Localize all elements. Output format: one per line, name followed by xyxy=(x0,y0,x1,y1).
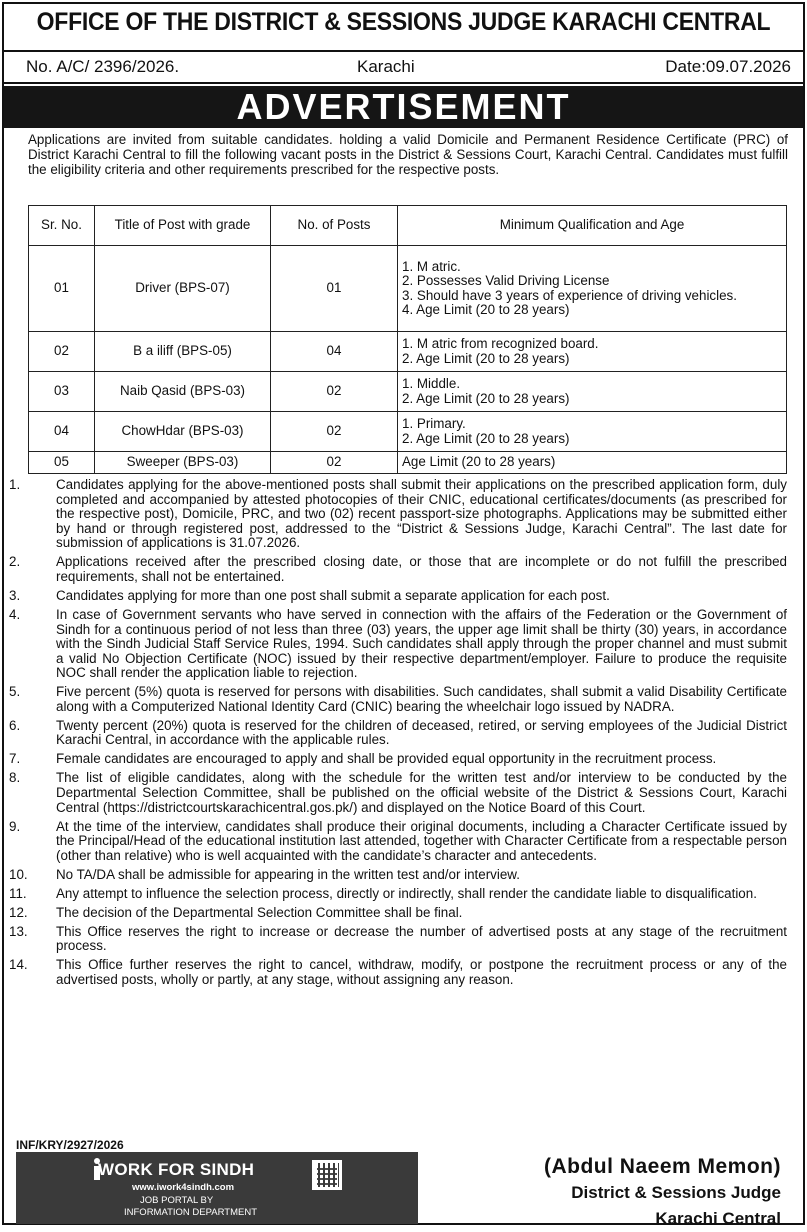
signatory-name: (Abdul Naeem Memon) xyxy=(543,1155,781,1178)
term-number: 9. xyxy=(9,818,21,834)
signature-block xyxy=(544,1154,781,1232)
qualification-line: 1. Middle. xyxy=(402,376,461,391)
term-text: Candidates applying for more than one post shall submit a separate application for each post. xyxy=(56,587,610,603)
qualification-line: 2. Age Limit (20 to 28 years) xyxy=(402,390,570,406)
term-number: 4. xyxy=(9,606,21,622)
row-posts: 01 xyxy=(271,246,398,332)
table-row xyxy=(29,452,787,474)
term-text: No TA/DA shall be admissible for appearing in the written test and/or interview. xyxy=(56,866,520,882)
logo-caption-line1: JOB PORTAL BY xyxy=(140,1195,214,1206)
term-text: Twenty percent (20%) quota is reserved for the children of deceased, retired, or serving employees of the Judicial District Karachi Central, in accordance with the applicable rules. xyxy=(56,717,787,748)
term-text: At the time of the interview, candidates shall produce their original documents, including a Character Certificate issued by the Principal/Head of the educational institution last attended, together with Character Certificate from a respectable person (other than relative) who is well acquainted with the candidate’s character and antecedents. xyxy=(56,818,787,863)
row-sr: 03 xyxy=(29,372,95,412)
advertisement-banner: ADVERTISEMENT xyxy=(4,86,803,128)
row-posts: 02 xyxy=(271,412,398,452)
term-number: 1. xyxy=(9,477,21,492)
row-sr: 05 xyxy=(29,452,95,474)
term-number: 7. xyxy=(9,751,21,767)
row-sr: 02 xyxy=(29,332,95,372)
logo-url: www.iwork4sindh.com xyxy=(132,1182,235,1193)
logo-caption-line2: INFORMATION DEPARTMENT xyxy=(124,1207,257,1218)
list-item xyxy=(9,751,787,767)
row-title: B a iliff (BPS-05) xyxy=(95,332,271,372)
row-qualification xyxy=(398,372,787,412)
list-item xyxy=(9,923,787,954)
list-item xyxy=(9,684,787,714)
row-posts: 02 xyxy=(271,452,398,474)
list-item xyxy=(9,866,787,883)
list-item xyxy=(9,818,787,864)
reference-row xyxy=(4,50,803,84)
qualification-line: 2. Age Limit (20 to 28 years) xyxy=(402,430,570,446)
signatory-designation: District & Sessions Judge xyxy=(571,1183,781,1202)
list-item xyxy=(9,770,787,815)
iwork-for-sindh-logo xyxy=(16,1152,418,1224)
term-text: Applications received after the prescribed closing date, or those that are incomplete or do not fulfill the prescribed requirements, shall not be entertained. xyxy=(56,554,787,584)
row-title: Driver (BPS-07) xyxy=(95,246,271,332)
term-number: 13. xyxy=(9,923,28,939)
qualification-line: 1. Primary. xyxy=(402,416,466,431)
row-title: ChowHdar (BPS-03) xyxy=(95,412,271,452)
list-item xyxy=(9,885,787,902)
row-qualification xyxy=(398,412,787,452)
list-item xyxy=(9,904,787,921)
header-no-of-posts: No. of Posts xyxy=(271,206,398,246)
term-number: 2. xyxy=(9,554,21,570)
qr-code-icon xyxy=(312,1160,342,1190)
office-title: OFFICE OF THE DISTRICT & SESSIONS JUDGE KARACHI CENTRAL xyxy=(36,8,771,36)
reference-number: No. A/C/ 2396/2026. xyxy=(26,57,180,76)
term-text: The list of eligible candidates, along with the schedule for the written test and/or interview to be conducted by the Departmental Selection Committee, shall be published on the official website of the District & Sessions Court, Karachi Central (https://districtcourtskarachicentral.gos.pk/) and displayed on the Notice Board of this Court. xyxy=(56,770,787,815)
signatory-place: Karachi Central xyxy=(655,1209,781,1228)
table-row xyxy=(29,372,787,412)
term-text: Female candidates are encouraged to apply and shall be provided equal opportunity in the recruitment process. xyxy=(56,751,717,767)
header-post-title: Title of Post with grade xyxy=(95,206,271,246)
term-number: 3. xyxy=(9,587,21,603)
qualification-line: 2. Possesses Valid Driving License xyxy=(402,273,610,288)
term-text: Five percent (5%) quota is reserved for persons with disabilities. Such candidates, shall submit a valid Disability Certificate along with a Computerized National Identity Card (CNIC) bearing the wheelchair logo issued by NADRA. xyxy=(56,684,787,714)
qualification-line: 4. Age Limit (20 to 28 years) xyxy=(402,302,570,317)
qualification-line: 2. Age Limit (20 to 28 years) xyxy=(402,350,570,366)
logo-name: WORK FOR SINDH xyxy=(98,1160,255,1179)
intro-paragraph: Applications are invited from suitable candidates. holding a valid Domicile and Permanent Residence Certificate (PRC) of District Karachi Central to fill the following vacant posts in the District & Sessions Court, Karachi Central. Candidates must fulfill the eligibility criteria and other requirements prescribed for the respective posts. xyxy=(28,132,788,177)
list-item xyxy=(9,477,787,551)
vacancy-table xyxy=(28,205,787,474)
term-text: This Office reserves the right to increase or decrease the number of advertised posts at any stage of the recruitment process. xyxy=(56,923,787,954)
list-item xyxy=(9,554,787,584)
row-posts: 04 xyxy=(271,332,398,372)
list-item xyxy=(9,957,787,987)
row-sr: 04 xyxy=(29,412,95,452)
term-number: 6. xyxy=(9,717,21,733)
term-text: The decision of the Departmental Selection Committee shall be final. xyxy=(56,904,463,920)
term-number: 10. xyxy=(9,866,28,882)
list-item xyxy=(9,606,787,681)
header-sr-no: Sr. No. xyxy=(29,206,95,246)
table-row xyxy=(29,332,787,372)
city-label: Karachi xyxy=(357,57,415,76)
row-posts: 02 xyxy=(271,372,398,412)
advertisement-page xyxy=(2,2,805,1228)
qualification-line: 1. M atric. xyxy=(402,258,461,274)
list-item xyxy=(9,587,787,604)
row-qualification xyxy=(398,452,787,474)
terms-list xyxy=(9,477,787,992)
term-text: Any attempt to influence the selection process, directly or indirectly, shall render the candidate liable to disqualification. xyxy=(56,885,757,901)
row-sr: 01 xyxy=(29,246,95,332)
qualification-line: 1. M atric from recognized board. xyxy=(402,336,599,351)
table-row xyxy=(29,412,787,452)
header-qualification: Minimum Qualification and Age xyxy=(398,206,787,246)
term-number: 14. xyxy=(9,957,28,973)
table-header-row xyxy=(29,206,787,246)
term-number: 5. xyxy=(9,684,21,700)
term-text: This Office further reserves the right to cancel, withdraw, modify, or postpone the recruitment process or any of the advertised posts, wholly or partly, at any stage, without assigning any reason. xyxy=(56,957,787,987)
row-title: Sweeper (BPS-03) xyxy=(95,452,271,474)
issue-date: Date:09.07.2026 xyxy=(665,57,791,76)
row-qualification xyxy=(398,332,787,372)
term-text: Candidates applying for the above-mentioned posts shall submit their applications on the prescribed application form, duly completed and accompanied by attested photocopies of their CNIC, educational certificates/documents (as prescribed for the respective post), Domicile, PRC, and two (02) recent passport-size photographs. Applications may be submitted either by hand or through registered post, addressed to the “District & Sessions Judge, Karachi Central”. The last date for submission of applications is 31.07.2026. xyxy=(56,477,787,551)
term-number: 11. xyxy=(9,885,27,901)
term-text: In case of Government servants who have served in connection with the affairs of the Federation or the Government of Sindh for a continuous period of not less than three (03) years, the upper age limit shall be thirty (30) years, in accordance with the Sindh Judicial Staff Service Rules, 1994. Such candidates shall apply through the proper channel and must submit a valid No Objection Certificate (NOC) issued by their respective department/employer. Failure to produce the requisite NOC shall render the application liable to rejection. xyxy=(56,606,787,681)
row-qualification xyxy=(398,246,787,332)
row-title: Naib Qasid (BPS-03) xyxy=(95,372,271,412)
list-item xyxy=(9,717,787,748)
qualification-line: 3. Should have 3 years of experience of driving vehicles. xyxy=(402,287,737,303)
qualification-line: Age Limit (20 to 28 years) xyxy=(402,454,556,470)
term-number: 12. xyxy=(9,904,28,920)
info-reference-number: INF/KRY/2927/2026 xyxy=(16,1138,124,1152)
table-row xyxy=(29,246,787,332)
term-number: 8. xyxy=(9,770,21,786)
